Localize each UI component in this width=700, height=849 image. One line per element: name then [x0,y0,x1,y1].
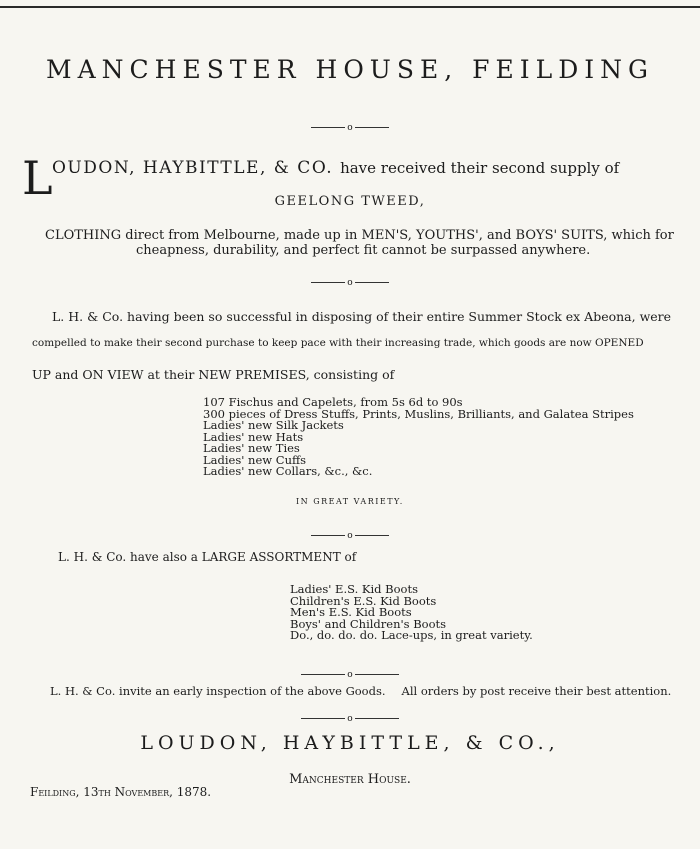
list-item: Ladies' new Cuffs [203,452,307,467]
divider: o [0,272,700,284]
geelong-tweed: GEELONG TWEED, [274,194,426,209]
intro-rest: have received their second supply of [340,159,620,177]
list-item: 107 Fischus and Capelets, from 5s 6d to 90s [203,395,463,409]
goods-list [203,397,634,478]
para4 [50,684,671,698]
intro-lead-line [52,158,619,178]
divider: o [0,525,700,537]
list-item: Children's E.S. Kid Boots [290,593,437,608]
divider: o [0,708,700,720]
divider: o [0,117,700,129]
divider: o [0,664,700,676]
para4-right: All orders by post receive their best attention. [401,684,672,698]
date-line: Feilding, 13th November, 1878. [30,785,212,799]
house-name: Manchester House. [289,772,411,787]
top-rule [0,0,700,8]
para4-left: L. H. & Co. invite an early inspection of the above Goods. [50,684,386,698]
para3: L. H. & Co. have also a LARGE ASSORTMENT of [58,550,357,564]
list-item: Ladies' new Hats [203,429,304,444]
signature: LOUDON, HAYBITTLE, & CO., [140,732,560,754]
list-item: Ladies' new Silk Jackets [203,418,344,432]
page-title: MANCHESTER HOUSE, FEILDING [45,55,654,84]
list-item: Boys' and Children's Boots [290,616,447,631]
para2-line-1: L. H. & Co. having been so successful in disposing of their entire Summer Stock ex Abeona, were [52,309,672,324]
para2-line-3: UP and ON VIEW at their NEW PREMISES, consisting of [32,367,395,382]
list-item: Do., do. do. do. Lace-ups, in great variety. [290,628,533,642]
variety-note: IN GREAT VARIETY. [296,497,404,506]
list-item: Ladies' E.S. Kid Boots [290,582,418,596]
list-item: Ladies' new Ties [203,441,300,455]
list-item: 300 pieces of Dress Stuffs, Prints, Muslins, Brilliants, and Galatea Stripes [203,406,634,421]
list-item: Men's E.S. Kid Boots [290,605,412,619]
intro-line-1: CLOTHING direct from Melbourne, made up in MEN'S, YOUTHS', and BOYS' SUITS, which for [45,228,674,243]
firm-name: OUDON, HAYBITTLE, & CO. [52,158,334,178]
para2-line-2: compelled to make their second purchase to keep pace with their increasing trade, which goods are now OPENED [32,337,644,349]
list-item: Ladies' new Collars, &c., &c. [203,464,373,478]
intro-line-2: cheapness, durability, and perfect fit cannot be surpassed anywhere. [136,243,591,258]
drop-cap: L [22,151,53,205]
boots-list [290,584,533,642]
